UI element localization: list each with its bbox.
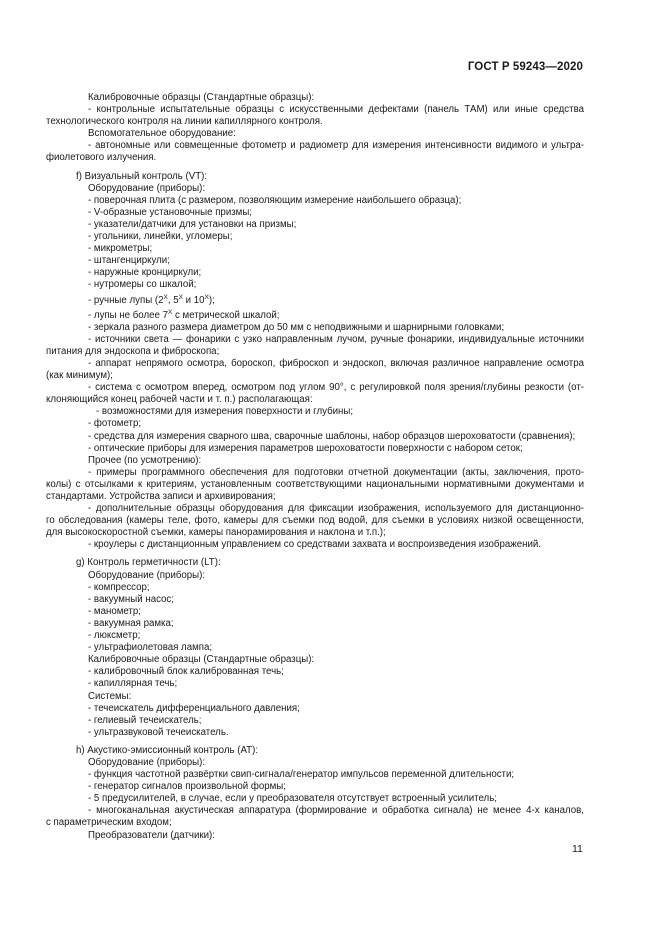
text-line: - вакуумная рамка; [88, 617, 174, 629]
superscript: Х [163, 293, 168, 301]
text-line: - калибровочный блок калиброванная течь; [88, 666, 284, 678]
text-line: - многоканальная акустическая аппаратура (формирование и обработка сигнала) не менее 4-х каналов, [88, 805, 584, 817]
superscript: Х [204, 293, 209, 301]
text-line: - манометр; [88, 605, 141, 617]
text-line: Вспомогательное оборудование: [88, 128, 236, 140]
text-line: - ультразвуковой течеискатель. [88, 726, 229, 738]
text-line [46, 292, 584, 307]
text-line: фиолетового излучения. [46, 152, 157, 164]
text-line: питания для эндоскопа и фиброскопа; [46, 345, 220, 357]
text-line: Калибровочные образцы (Стандартные образцы): [88, 92, 315, 103]
text-line: Прочее (по усмотрению): [88, 454, 202, 466]
text-line: - автономные или совмещенные фотометр и радиометр для измерения интенсивности видимого и ультра- [88, 140, 584, 152]
text-line: - генератор сигналов произвольной формы; [88, 781, 286, 793]
text-line: - возможностями для измерения поверхности и глубины; [96, 406, 354, 418]
text-line: - дополнительные образцы оборудования для фиксации изображения, используемого для дистанционно- [88, 503, 584, 515]
text-line: клоняющийся конец рабочей части и т. п.) располагающая: [46, 394, 313, 406]
text-line: - фотометр; [88, 418, 142, 430]
document-body [46, 92, 584, 842]
text-fragment: и 10 [182, 294, 205, 306]
text-line: - вакуумный насос; [88, 593, 174, 605]
text-line: - система с осмотром вперед, осмотром под углом 90°, с регулировкой поля зрения/глубины резкости (от- [88, 382, 584, 394]
text-line: - оптические приборы для измерения параметров шероховатости поверхности с набором сеток; [88, 442, 523, 454]
text-line: - аппарат непрямого осмотра, бороскоп, фиброскоп и эндоскоп, включая различное направление осмотра [88, 357, 584, 369]
text-line: технологического контроля на линии капиллярного контроля. [46, 116, 323, 128]
text-line: стандартами. Устройства записи и архивирования; [46, 491, 276, 502]
text-line: - указатели/датчики для установки на призмы; [88, 218, 297, 230]
text-line: - микрометры; [88, 243, 153, 255]
text-line: - люксметр; [88, 630, 141, 642]
text-fragment: , 5 [167, 294, 179, 306]
text-line: - кроулеры с дистанционным управлением со средствами захвата и воспроизведения изображений. [88, 539, 541, 551]
text-line: - угольники, линейки, угломеры; [88, 231, 233, 243]
text-line: Оборудование (приборы): [88, 569, 206, 581]
text-line: - компрессор; [88, 581, 150, 593]
text-line: - штангенциркули; [88, 255, 170, 267]
text-fragment: с метрической шкалой; [172, 309, 280, 321]
text-line: - зеркала разного размера диаметром до 50 мм с неподвижными и шарнирными головками; [88, 321, 505, 333]
text-line: - 5 предусилителей, в случае, если у преобразователя отсутствует встроенный усилитель; [88, 793, 497, 805]
text-line: - контрольные испытательные образцы с искусственными дефектами (панель ТАМ) или иные средства [88, 104, 584, 116]
text-line: для высокоскоростной съемки, камеры панорамирования и наклона и т.п.); [46, 527, 386, 539]
text-fragment: - ручные лупы (2 [88, 294, 164, 306]
text-fragment: ); [208, 294, 215, 306]
superscript: Х [178, 293, 183, 301]
text-line: (как минимум); [46, 370, 113, 382]
document-header: ГОСТ Р 59243—2020 [467, 61, 583, 73]
text-line: - примеры программного обеспечения для подготовки отчетной документации (акты, заключения, прото- [88, 466, 584, 478]
text-line: колы) с отсылками к критериям, установленным соответствующими национальными нормативными документами и [46, 478, 584, 490]
text-line: - поверочная плита (с размером, позволяющим измерение наибольшего образца); [88, 194, 462, 206]
section-heading: f) Визуальный контроль (VT): [76, 170, 208, 182]
text-line: - V-образные установочные призмы; [88, 206, 252, 218]
text-line: Калибровочные образцы (Стандартные образцы): [88, 654, 315, 666]
text-line: - капиллярная течь; [88, 678, 178, 690]
text-line: Преобразователи (датчики): [88, 829, 215, 841]
text-line: Оборудование (приборы): [88, 756, 206, 768]
section-heading: h) Акустико-эмиссионный контроль (АТ): [76, 744, 259, 756]
text-line: - функция частотной развёртки свип-сигнала/генератор импульсов переменной длительности; [88, 769, 515, 781]
text-fragment: - лупы не более 7 [88, 309, 168, 321]
text-line: - гелиевый течеискатель; [88, 714, 202, 726]
text-line: - средства для измерения сварного шва, сварочные шаблоны, набор образцов шероховатости (сравнения); [88, 430, 576, 442]
text-line: Оборудование (приборы): [88, 182, 206, 194]
superscript: Х [167, 308, 173, 316]
section-heading: g) Контроль герметичности (LT): [76, 557, 221, 569]
text-line: го обследования (камеры теле, фото, камеры для съемки под водой, для съемки в условиях низкой освещенности, [46, 515, 584, 527]
text-line: - нутромеры со шкалой; [88, 279, 197, 291]
page-number: 11 [572, 843, 583, 855]
text-line: - ультрафиолетовая лампа; [88, 642, 213, 654]
text-line: Системы: [88, 690, 132, 702]
text-line: - течеискатель дифференциального давления; [88, 702, 300, 714]
text-line [46, 307, 584, 322]
text-line: с параметрическим входом; [46, 817, 172, 829]
text-line: - наружные кронциркули; [88, 267, 202, 279]
text-line: - источники света — фонарики с узко направленным лучом, ручные фонарики, индивидуальные источники [88, 333, 584, 345]
